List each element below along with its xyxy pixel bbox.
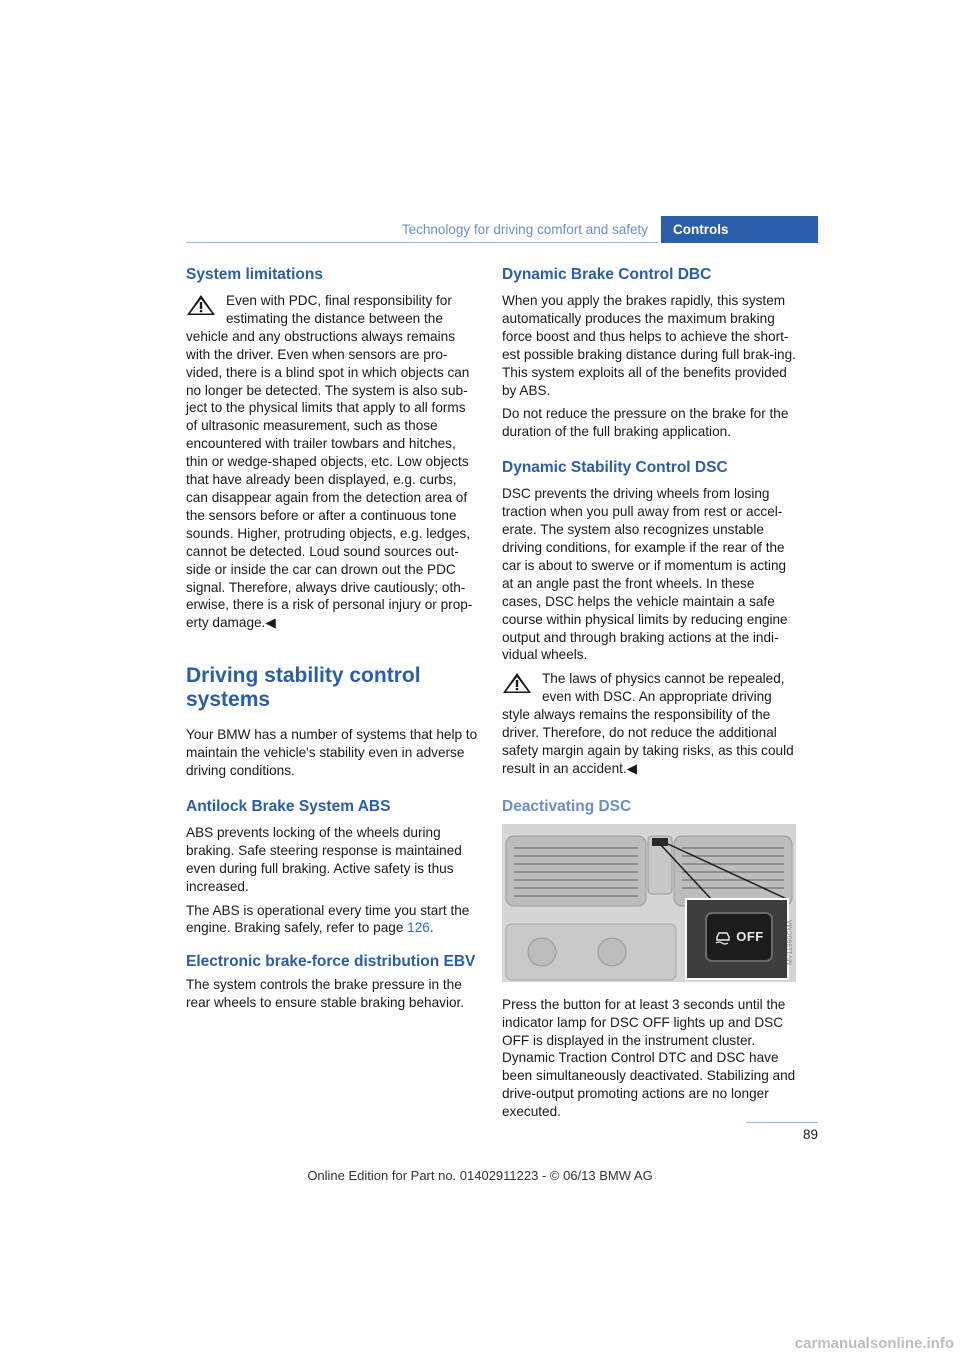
dsc-heading: Dynamic Stability Control DSC [502, 459, 728, 477]
dbc-paragraph-1: When you apply the brakes rapidly, this system automatically produces the maximum braking force boost and thus helps to achieve the short-est possible braking distance during full brak-ing. This system exploits all of the benefits provided by ABS. [502, 293, 796, 398]
dsc-button-closeup [685, 898, 789, 980]
right-column [502, 264, 796, 1127]
dsc-off-label: OFF [736, 929, 764, 945]
ebv-heading: Electronic brake-force distribution EBV [186, 953, 476, 971]
dsc-button-illustration [502, 824, 796, 982]
dsc-off-button[interactable] [705, 912, 773, 962]
abs-text-suffix: . [429, 920, 434, 936]
system-limitations-heading: System limitations [186, 266, 323, 283]
dsc-warning-paragraph [502, 670, 796, 777]
system-limitations-text: Even with PDC, final responsibility for estimating the distance between the vehicle and any obstructions always remains with the driver. Even when sensors are pro-vided, there is a blind spot in which objects can no longer be detected. The system is also sub-ject to the physical limits that apply to all forms of ultrasonic measurement, such as those encountered with trailer towbars and hitches, thin or wedge-shaped objects, etc. Low objects that have already been displayed, e.g. curbs, can disappear again from the detection area of the sensors before or after a continuous tone sounds. Higher, protruding objects, e.g. ledges, cannot be detected. Loud sound sources out-side or inside the car can drown out the PDC signal. Therefore, always drive cautiously; oth-erwise, there is a risk of personal injury or prop-erty damage.◀ [186, 293, 473, 631]
watermark: carmanualsonline.info [794, 1335, 954, 1352]
page-reference-link[interactable]: 126 [407, 920, 430, 936]
header-rule [186, 242, 658, 243]
deactivating-dsc-heading: Deactivating DSC [502, 797, 632, 815]
skidding-car-icon [714, 929, 732, 945]
running-header-section: Technology for driving comfort and safety [401, 222, 648, 237]
warning-triangle-icon [186, 294, 216, 316]
page-number: 89 [802, 1127, 818, 1142]
system-limitations-paragraph [186, 292, 480, 632]
dsc-paragraph: DSC prevents the driving wheels from losing traction when you pull away from rest or accel-erate. The system also recognizes unstable driving conditions, for example if the rear of the car is about to swerve or if momentum is acting at an angle past the front wheels. In these cases, DSC helps the vehicle maintain a safe course within physical limits by reducing engine output and through braking actions at the indi-vidual wheels. [502, 486, 788, 663]
running-header-tab: Controls [661, 216, 818, 243]
footer-edition-note: Online Edition for Part no. 01402911223 - © 06/13 BMW AG [307, 1168, 653, 1183]
abs-paragraph-1: ABS prevents locking of the wheels during braking. Safe steering response is maintained even during full braking. Active safety is thus increased. [186, 824, 462, 894]
dsc-warning-text: The laws of physics cannot be repealed, even with DSC. An appropriate driving style always remains the responsibility of the driver. Therefore, do not reduce the additional safety margin again by taking risks, as this could result in an accident.◀ [502, 671, 794, 776]
left-column [186, 264, 480, 1018]
warning-triangle-icon [502, 672, 532, 694]
ebv-paragraph: The system controls the brake pressure in the rear wheels to ensure stable braking behavior. [186, 977, 465, 1011]
deactivating-dsc-paragraph: Press the button for at least 3 seconds until the indicator lamp for DSC OFF lights up and DSC OFF is displayed in the instrument cluster. Dynamic Traction Control DTC and DSC have been simultaneously deactivated. Stabilizing and drive-output promoting actions are no longer executed. [502, 996, 796, 1120]
figure-code: MV11990CMA [787, 919, 794, 965]
dbc-paragraph-2: Do not reduce the pressure on the brake for the duration of the full braking application. [502, 406, 789, 440]
abs-text-prefix: The ABS is operational every time you start the engine. Braking safely, refer to page [186, 902, 470, 936]
stability-heading: Driving stability control systems [186, 664, 421, 712]
page-number-rule [746, 1122, 818, 1123]
abs-heading: Antilock Brake System ABS [186, 797, 391, 815]
abs-paragraph-2 [186, 902, 480, 938]
stability-paragraph: Your BMW has a number of systems that help to maintain the vehicle's stability even in adverse driving conditions. [186, 727, 478, 779]
dbc-heading: Dynamic Brake Control DBC [502, 266, 712, 283]
